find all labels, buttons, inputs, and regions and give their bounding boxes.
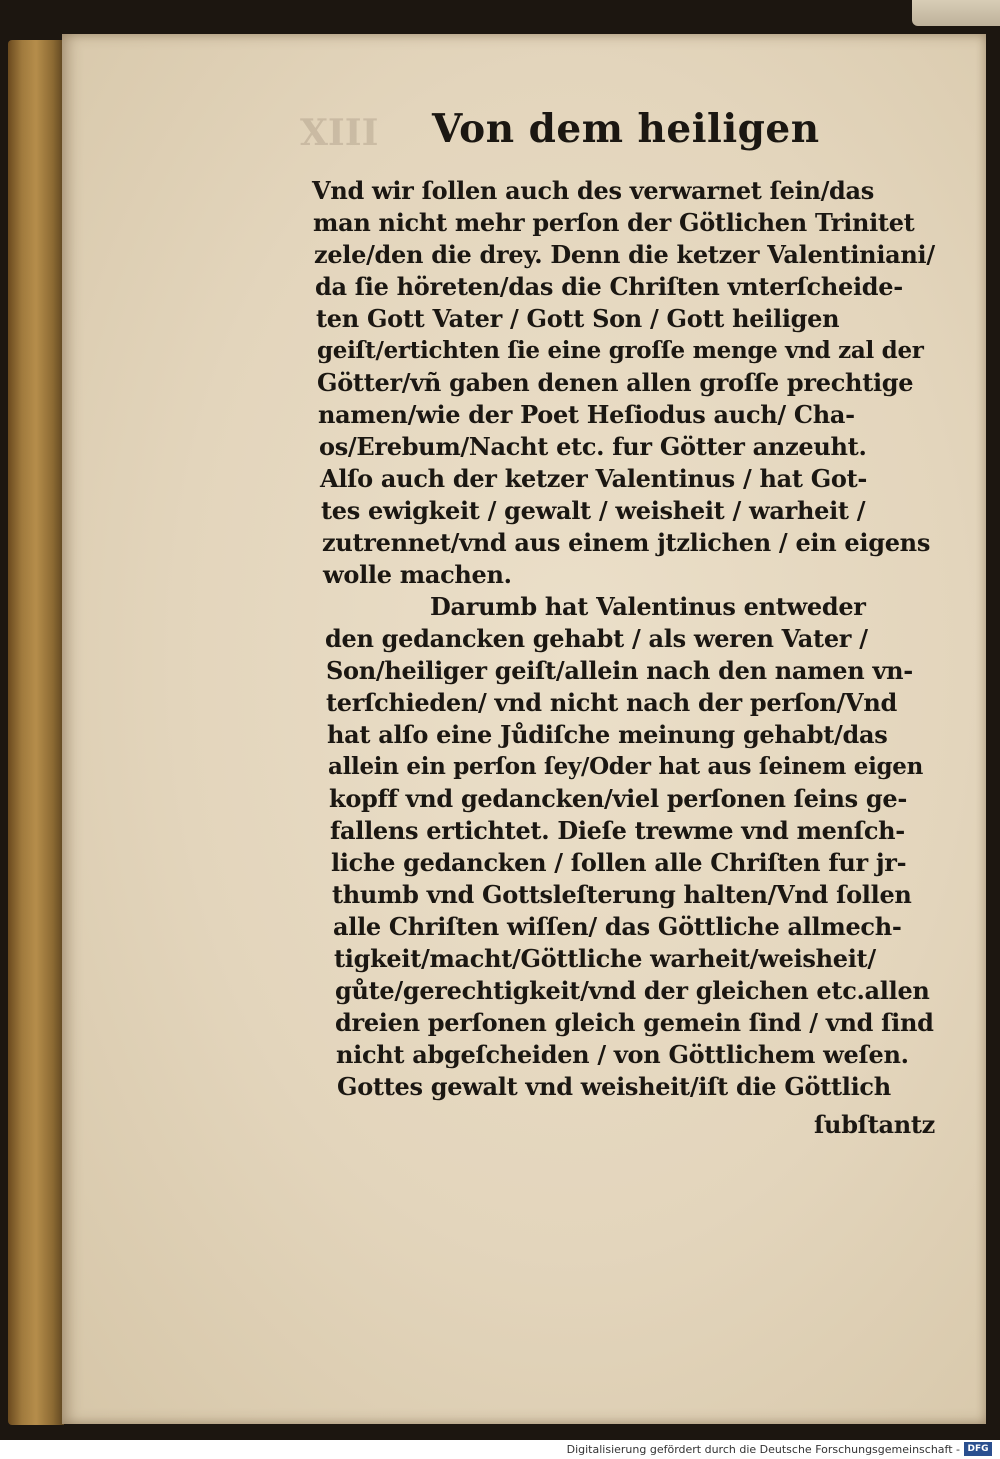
text-line: zele/den die drey. Denn die ketzer Valentiniani/ bbox=[314, 240, 935, 269]
text-line: alle Chriſten wiſſen/ das Göttliche allmech- bbox=[333, 912, 902, 941]
running-head: Von dem heiligen bbox=[432, 106, 820, 152]
text-line: namen/wie der Poet Heſiodus auch/ Cha- bbox=[318, 400, 855, 429]
funding-note: Digitalisierung gefördert durch die Deutsche Forschungsgemeinschaft - bbox=[566, 1443, 960, 1456]
text-line: Götter/vñ gaben denen allen groſſe prechtige bbox=[317, 368, 914, 397]
text-line: fallens ertichtet. Dieſe trewme vnd menſch- bbox=[330, 816, 905, 845]
text-line: zutrennet/vnd aus einem jtzlichen / ein eigens bbox=[322, 528, 931, 557]
text-line: Gottes gewalt vnd weisheit/iſt die Göttlich bbox=[337, 1072, 891, 1101]
footer-bar bbox=[0, 1440, 1000, 1459]
text-line: os/Erebum/Nacht etc. fur Götter anzeuht. bbox=[319, 432, 867, 461]
text-line: kopff vnd gedancken/viel perſonen ſeins ge- bbox=[329, 784, 908, 813]
catchword: ſubſtantz bbox=[814, 1110, 935, 1139]
text-line: man nicht mehr perſon der Götlichen Trinitet bbox=[313, 208, 915, 237]
text-line: Vnd wir ſollen auch des verwarnet ſein/das bbox=[312, 176, 875, 205]
text-line: da ſie höreten/das die Chriſten vnterſcheide- bbox=[315, 272, 903, 301]
text-line: allein ein perſon ſey/Oder hat aus ſeinem eigen bbox=[328, 753, 924, 780]
text-line: gůte/gerechtigkeit/vnd der gleichen etc.allen bbox=[335, 976, 930, 1005]
text-line: tes ewigkeit / gewalt / weisheit / warheit / bbox=[321, 496, 866, 525]
next-page-corner bbox=[912, 0, 1000, 26]
text-line: dreien perſonen gleich gemein ſind / vnd ſind bbox=[335, 1008, 934, 1037]
page-fore-edge bbox=[8, 40, 64, 1425]
text-line: Son/heiliger geiſt/allein nach den namen vn- bbox=[326, 656, 913, 685]
text-line: Alſo auch der ketzer Valentinus / hat Got- bbox=[320, 464, 868, 493]
text-line: liche gedancken / ſollen alle Chriſten fur jr- bbox=[331, 848, 907, 877]
text-line: hat alſo eine Jůdiſche meinung gehabt/das bbox=[327, 720, 888, 749]
text-line: nicht abgeſcheiden / von Göttlichem weſen. bbox=[336, 1040, 909, 1069]
text-line: den gedancken gehabt / als weren Vater / bbox=[325, 624, 868, 653]
text-line: geiſt/ertichten ſie eine groſſe menge vnd zal der bbox=[317, 337, 924, 364]
text-line: ten Gott Vater / Gott Son / Gott heiligen bbox=[316, 304, 840, 333]
text-line: thumb vnd Gottsleſterung halten/Vnd ſollen bbox=[332, 880, 912, 909]
dfg-logo: DFG bbox=[964, 1442, 992, 1456]
text-line: tigkeit/macht/Göttliche warheit/weisheit/ bbox=[334, 944, 876, 973]
text-line: terſchieden/ vnd nicht nach der perſon/Vnd bbox=[326, 688, 897, 717]
text-line: wolle machen. bbox=[323, 560, 512, 589]
bleed-through-heading: XIII bbox=[300, 112, 379, 154]
text-line: Darumb hat Valentinus entweder bbox=[430, 592, 866, 621]
